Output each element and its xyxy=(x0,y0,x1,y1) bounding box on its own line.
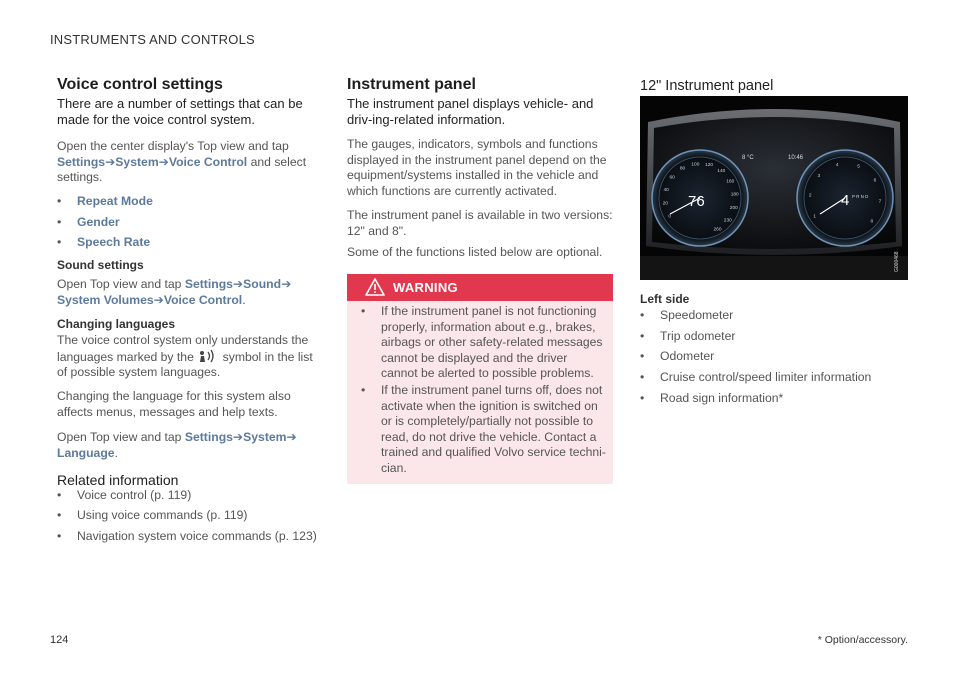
gear-readout: 4 xyxy=(841,192,850,209)
speedometer-tick-label: 60 xyxy=(669,175,675,181)
speedometer-tick-label: 140 xyxy=(717,169,726,175)
bullet-icon: • xyxy=(640,370,645,384)
tachometer-tick-label: 7 xyxy=(878,199,882,205)
arrow-right-icon: ➔ xyxy=(105,154,116,169)
path-system-volumes-link[interactable]: System Volumes xyxy=(57,292,154,307)
tachometer-tick-label: 6 xyxy=(873,178,877,184)
instrument-panel-image xyxy=(640,96,908,280)
speed-readout: 76 xyxy=(688,193,705,210)
speedometer-tick-label: 0 xyxy=(668,214,672,220)
instruction-text: Open the center display's Top view and tap xyxy=(57,139,289,153)
voice-control-symbol-icon xyxy=(197,349,219,363)
instruction-text: Open Top view and tap xyxy=(57,277,182,291)
instrument-paragraph-2: The instrument panel is available in two versions: 12" and 8". xyxy=(347,208,613,238)
tachometer-tick-label: 1 xyxy=(813,214,817,220)
clock-readout: 10:46 xyxy=(788,155,804,161)
option-gender[interactable]: Gender xyxy=(77,215,120,229)
path-system-link[interactable]: System xyxy=(243,430,287,444)
warning-header xyxy=(347,274,613,301)
speedometer-tick-label: 100 xyxy=(691,162,700,168)
left-item-speedometer: Speedometer xyxy=(660,308,734,322)
warning-item-2: If the instrument panel turns off, does not activate when the ignition is switched on or is completely/partially not possible to read, do not drive the vehicle. Contact a trained and qualified Volvo service techni-cian. xyxy=(381,383,606,475)
speedometer-tick-label: 160 xyxy=(726,179,735,185)
lang-text-3: of possible system languages. xyxy=(57,365,221,379)
left-side-heading: Left side xyxy=(640,292,690,306)
warning-triangle-icon xyxy=(365,278,385,301)
bullet-icon: • xyxy=(361,383,366,397)
sound-settings-heading: Sound settings xyxy=(57,258,144,272)
path-settings-link[interactable]: Settings xyxy=(57,154,106,169)
arrow-right-icon: ➔ xyxy=(232,277,244,291)
speedometer-tick-label: 180 xyxy=(730,192,739,198)
left-item-road-sign: Road sign information* xyxy=(660,391,784,405)
image-code: G000468 xyxy=(894,251,900,272)
speedometer-tick-label: 230 xyxy=(723,218,732,224)
open-voice-settings-instruction xyxy=(57,139,325,186)
tachometer-tick-label: 4 xyxy=(835,162,839,168)
instrument-intro: The instrument panel displays vehicle- and driv-ing-related information. xyxy=(347,96,594,127)
bullet-icon: • xyxy=(57,508,62,522)
tachometer-tick-label: 3 xyxy=(817,173,821,179)
section-title-voice-settings: Voice control settings xyxy=(57,76,223,93)
bullet-icon: • xyxy=(361,304,366,318)
changing-languages-heading: Changing languages xyxy=(57,317,176,331)
bullet-icon: • xyxy=(57,235,62,249)
tachometer-tick-label: 5 xyxy=(857,164,860,170)
path-settings-link[interactable]: Settings xyxy=(184,430,233,444)
warning-box xyxy=(347,274,613,484)
arrow-right-icon: ➔ xyxy=(281,277,292,291)
bullet-icon: • xyxy=(57,215,62,229)
arrow-right-icon: ➔ xyxy=(286,430,297,444)
lang-text-1: The voice control system only understands the xyxy=(57,333,309,347)
language-instruction: Open Top view and tap Settings➔System➔ Language. xyxy=(57,430,297,460)
path-language-link[interactable]: Language xyxy=(57,445,115,460)
lang-text-2a: languages marked by the xyxy=(57,349,194,364)
related-link-navigation-voice-commands[interactable]: Navigation system voice commands (p. 123) xyxy=(77,529,317,543)
speedometer-tick-label: 200 xyxy=(729,206,738,212)
tachometer-tick-label: 8 xyxy=(870,219,874,225)
option-speech-rate[interactable]: Speech Rate xyxy=(77,235,151,249)
path-voice-control-link[interactable]: Voice Control xyxy=(168,154,248,169)
left-item-trip-odometer: Trip odometer xyxy=(660,329,736,343)
sound-settings-instruction: Open Top view and tap Settings➔Sound➔ System Volumes➔Voice Control. xyxy=(57,277,292,307)
languages-paragraph xyxy=(57,333,327,381)
bullet-icon: • xyxy=(57,488,62,502)
footnote: * Option/accessory. xyxy=(817,634,908,646)
chapter-header: INSTRUMENTS AND CONTROLS xyxy=(50,32,255,47)
bullet-icon: • xyxy=(640,308,645,322)
bullet-icon: • xyxy=(57,529,62,543)
page-number: 124 xyxy=(50,634,69,646)
path-voice-control-link[interactable]: Voice Control xyxy=(163,292,243,307)
section-title-12-instrument-panel: 12" Instrument panel xyxy=(640,78,774,94)
bullet-icon: • xyxy=(640,349,645,363)
speedometer-tick-label: 20 xyxy=(662,201,668,207)
bullet-icon: • xyxy=(640,329,645,343)
gear-letters: P R N D xyxy=(852,194,869,199)
and-select-text: and select settings. xyxy=(57,154,307,184)
arrow-right-icon: ➔ xyxy=(158,154,169,169)
warning-item-1: If the instrument panel is not functioning properly, information about e.g., brakes, airbags or other safety-related messages cannot be displayed and the driver cannot be alerted to possible problems. xyxy=(381,304,603,380)
speedometer-tick-label: 120 xyxy=(705,163,714,169)
voice-intro: There are a number of settings that can be made for the voice control system. xyxy=(57,96,303,127)
path-sound-link[interactable]: Sound xyxy=(243,277,282,291)
speedometer-tick-label: 80 xyxy=(679,166,686,172)
left-item-cruise-control: Cruise control/speed limiter information xyxy=(660,370,872,384)
path-system-link[interactable]: System xyxy=(115,154,159,169)
related-link-voice-control[interactable]: Voice control (p. 119) xyxy=(77,488,192,502)
arrow-right-icon: ➔ xyxy=(153,292,164,307)
instrument-paragraph-3: Some of the functions listed below are optional. xyxy=(347,245,603,259)
related-link-using-voice-commands[interactable]: Using voice commands (p. 119) xyxy=(77,508,248,522)
outside-temp-readout: 8 °C xyxy=(742,155,754,161)
instruction-text: Open Top view and tap xyxy=(57,430,182,444)
path-settings-link[interactable]: Settings xyxy=(184,277,233,291)
warning-title: WARNING xyxy=(393,280,458,295)
language-effect-paragraph: Changing the language for this system also affects menus, messages and help texts. xyxy=(57,389,291,419)
left-item-odometer: Odometer xyxy=(660,349,715,363)
lang-text-2b: symbol in the list xyxy=(222,349,313,364)
arrow-right-icon: ➔ xyxy=(232,430,244,444)
bullet-icon: • xyxy=(640,391,645,405)
related-information-heading: Related information xyxy=(57,472,179,488)
speedometer-tick-label: 40 xyxy=(663,187,669,193)
speedometer-tick-label: 260 xyxy=(713,227,722,233)
bullet-icon: • xyxy=(57,194,62,208)
tachometer-tick-label: 2 xyxy=(808,193,812,199)
option-repeat-mode[interactable]: Repeat Mode xyxy=(77,194,153,208)
instrument-paragraph-1: The gauges, indicators, symbols and functions displayed in the instrument panel depend on the equipment/systems installed in the vehicle and which functions are currently activated. xyxy=(347,137,607,198)
section-title-instrument-panel: Instrument panel xyxy=(347,76,476,93)
